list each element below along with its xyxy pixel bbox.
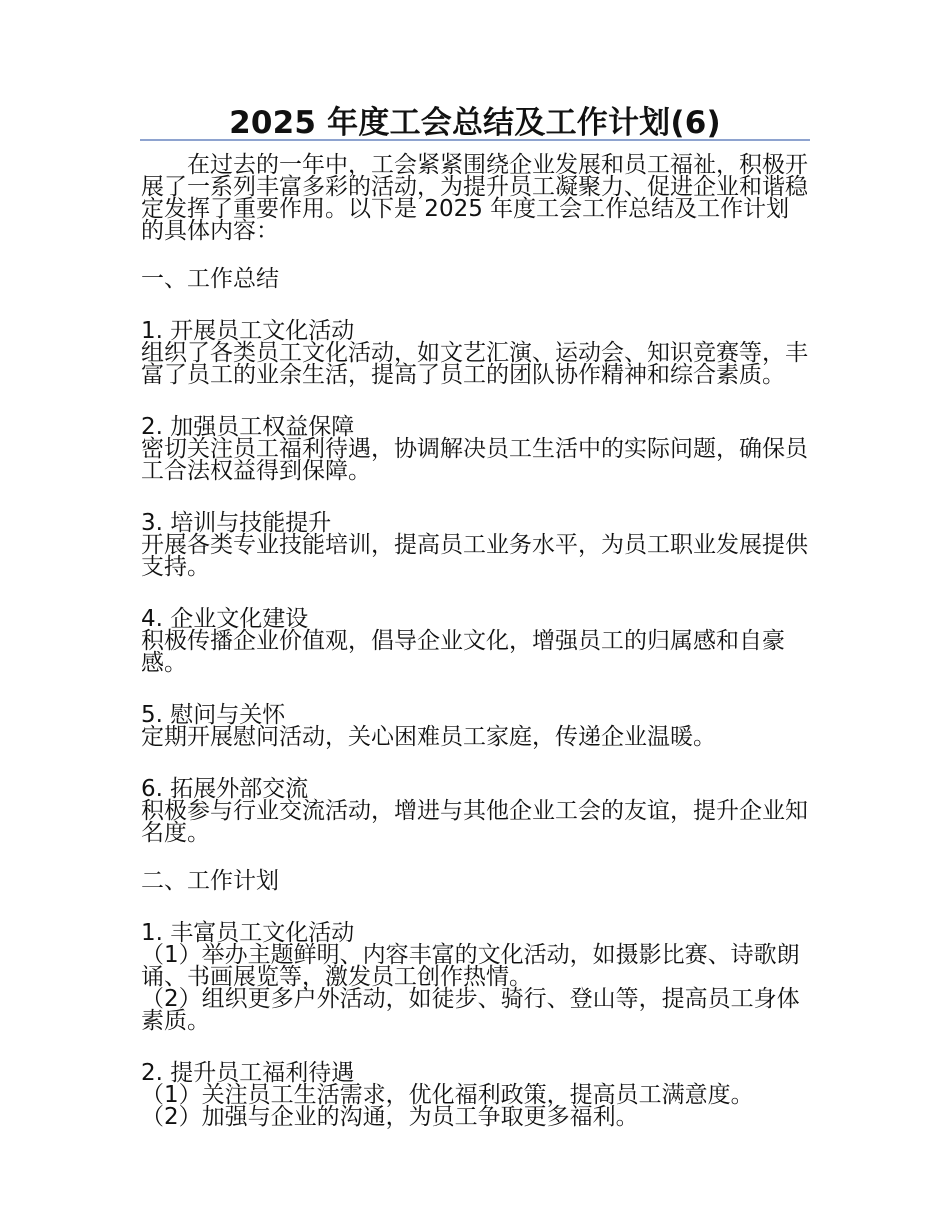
summary-item-body: 积极传播企业价值观，倡导企业文化，增强员工的归属感和自豪感。 [141,628,785,676]
plan-item-point: （1）举办主题鲜明、内容丰富的文化活动，如摄影比赛、诗歌朗诵、书画展览等，激发员工创作热情。 [141,942,800,990]
summary-item-body: 定期开展慰问活动，关心困难员工家庭，传递企业温暖。 [141,724,716,750]
summary-item [141,512,811,578]
summary-item [141,320,811,386]
plan-item-point: （2）组织更多户外活动，如徒步、骑行、登山等，提高员工身体素质。 [141,986,800,1034]
intro-paragraph: 在过去的一年中，工会紧紧围绕企业发展和员工福祉，积极开展了一系列丰富多彩的活动，为提升员工凝聚力、促进企业和谐稳定发挥了重要作用。以下是 2025 年度工会工作总结及工作计划的具体内容： [141,152,808,244]
title-underline [140,139,810,141]
summary-item-body: 密切关注员工福利待遇，协调解决员工生活中的实际问题，确保员工合法权益得到保障。 [141,436,808,484]
summary-item-body: 积极参与行业交流活动，增进与其他企业工会的友谊，提升企业知名度。 [141,798,808,846]
summary-item-body: 组织了各类员工文化活动，如文艺汇演、运动会、知识竞赛等，丰富了员工的业余生活，提高了员工的团队协作精神和综合素质。 [141,340,808,388]
plan-item-title: 2. 提升员工福利待遇 [141,1060,355,1086]
summary-item-title: 5. 慰问与关怀 [141,702,286,728]
summary-item-title: 4. 企业文化建设 [141,606,309,632]
plan-item-title: 1. 丰富员工文化活动 [141,920,355,946]
summary-item-title: 6. 拓展外部交流 [141,776,309,802]
document-body [141,154,811,1128]
summary-item-title: 2. 加强员工权益保障 [141,414,355,440]
section-heading-plan: 二、工作计划 [141,868,279,894]
plan-item [141,922,811,1032]
summary-item [141,608,811,674]
plan-item-point: （2）加强与企业的沟通，为员工争取更多福利。 [141,1104,639,1130]
summary-item [141,416,811,482]
plan-item-point: （1）关注员工生活需求，优化福利政策，提高员工满意度。 [141,1082,754,1108]
summary-item-title: 3. 培训与技能提升 [141,510,332,536]
summary-item [141,778,811,844]
plan-item [141,1062,811,1128]
summary-item-title: 1. 开展员工文化活动 [141,318,355,344]
summary-item-body: 开展各类专业技能培训，提高员工业务水平，为员工职业发展提供支持。 [141,532,808,580]
summary-item [141,704,811,748]
document-title: 2025 年度工会总结及工作计划(6) [229,105,721,141]
section-heading-summary: 一、工作总结 [141,266,279,292]
